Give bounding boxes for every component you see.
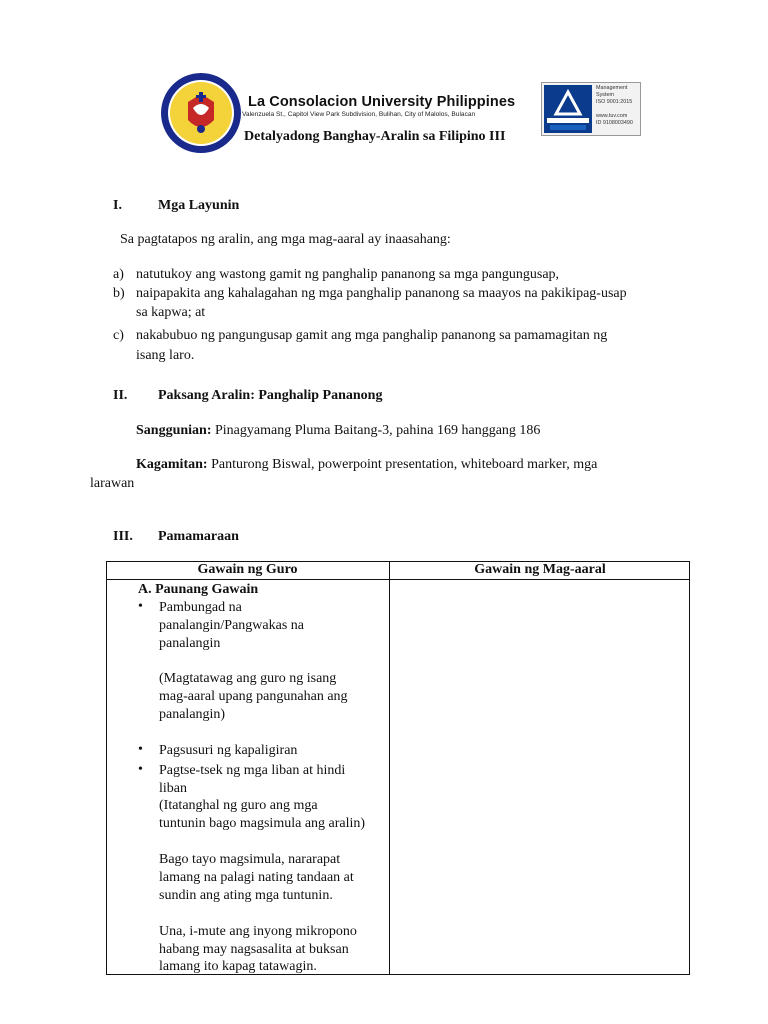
table-cell-line: lamang ito kapag tatawagin. [159,959,317,974]
table-cell-line: Bago tayo magsimula, nararapat [159,852,341,867]
university-address: Valenzuela St., Capitol View Park Subdivision, Bulihan, City of Malolos, Bulacan [242,111,476,118]
table-cell-line: liban [159,781,187,796]
section-2-title: Paksang Aralin: Panghalip Pananong [158,388,383,403]
table-cell-line: panalangin/Pangwakas na [159,618,305,633]
table-cell-line: panalangin [159,636,221,651]
kagamitan-value: Panturong Biswal, powerpoint presentation, whiteboard marker, mga [211,457,598,472]
objective-text: naipapakita ang kahalagahan ng mga panghalip pananong sa maayos na pakikipag-usap [136,286,627,301]
table-header-guro: Gawain ng Guro [197,562,298,577]
table-cell-line: tuntunin bago magsimula ang aralin) [159,816,366,831]
table-subheading: A. Paunang Gawain [138,582,259,597]
objective-text: nakabubuo ng pangungusap gamit ang mga panghalip pananong sa pamamagitan ng [136,328,608,343]
table-cell-line: sundin ang ating mga tuntunin. [159,888,333,903]
bullet-icon: • [138,762,143,777]
section-1-number: I. [113,198,122,213]
section-1-title: Mga Layunin [158,198,240,213]
table-cell-line: (Magtatawag ang guro ng isang [159,671,337,686]
sanggunian-line [136,421,540,440]
sanggunian-label: Sanggunian: [136,423,212,438]
objective-text: natutukoy ang wastong gamit ng panghalip pananong sa mga pangungusap, [136,267,560,282]
kagamitan-continuation: larawan [90,476,135,491]
table-cell-line: mag-aaral upang pangunahan ang [159,689,348,704]
section-2-number: II. [113,388,128,403]
certification-text: Management System ISO 9001:2015 www.tuv.com ID 9108003490 [596,85,633,126]
objective-marker: b) [113,286,125,301]
objective-marker: a) [113,267,124,282]
table-cell-line: panalangin) [159,707,226,722]
university-name: La Consolacion University Philippines [248,94,516,110]
university-seal-logo [160,72,242,154]
sanggunian-value: Pinagyamang Pluma Baitang-3, pahina 169 hanggang 186 [214,423,541,438]
objectives-intro: Sa pagtatapos ng aralin, ang mga mag-aaral ay inaasahang: [120,232,451,247]
table-header-mag-aaral: Gawain ng Mag-aaral [474,562,606,577]
objective-text: sa kapwa; at [136,305,206,320]
section-3-number: III. [113,529,133,544]
table-cell-line: lamang na palagi nating tandaan at [159,870,354,885]
bullet-icon: • [138,742,143,757]
table-cell-line: habang may nagsasalita at buksan [159,942,349,957]
objective-text: isang laro. [136,348,195,363]
table-cell-line: Pagtse-tsek ng mga liban at hindi [159,763,346,778]
objective-marker: c) [113,328,124,343]
table-cell-line: (Itatanghal ng guro ang mga [159,798,318,813]
kagamitan-line [136,455,597,474]
table-cell-line: Una, i-mute ang inyong mikropono [159,924,357,939]
bullet-icon: • [138,599,143,614]
table-column-divider [389,561,390,975]
kagamitan-label: Kagamitan: [136,457,208,472]
section-3-title: Pamamaraan [158,529,239,544]
table-cell-line: Pambungad na [159,600,242,615]
document-title: Detalyadong Banghay-Aralin sa Filipino III [244,129,506,144]
table-cell-line: Pagsusuri ng kapaligiran [159,743,298,758]
